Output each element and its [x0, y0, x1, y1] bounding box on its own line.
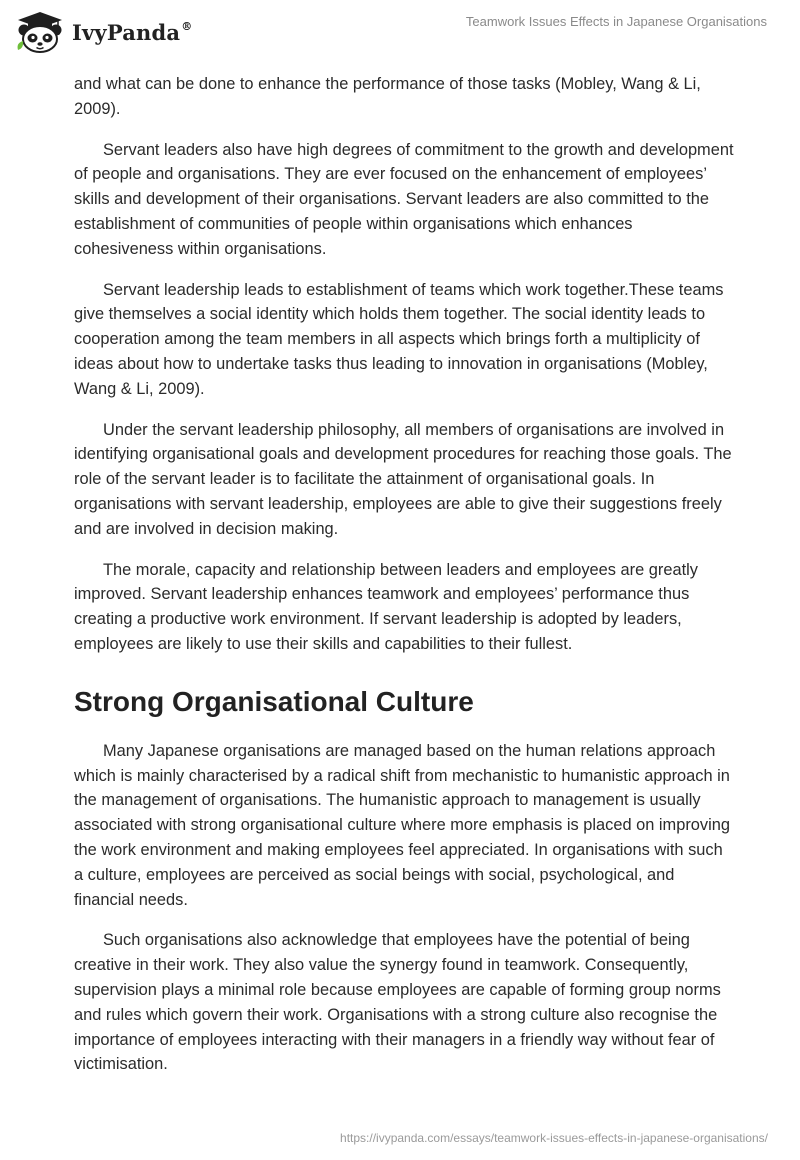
section-heading: Strong Organisational Culture [74, 685, 474, 717]
paragraph: Under the servant leadership philosophy, all members of organisations are involved in identifying organisational goals and development procedures for reaching those goals. The role of the servant leader is to facilitate the attainment of organisational goals. In organisations with servant leadership, employees are able to give their suggestions freely and are involved in decision making. [74, 420, 732, 538]
paragraph: Servant leadership leads to establishment of teams which work together.These teams give themselves a social identity which holds them together. The social identity leads to cooperation among the team members in all aspects which brings forth a multiplicity of ideas about how to undertake tasks thus leading to innovation in organisations (Mobley, Wang & Li, 2009). [74, 280, 724, 398]
paragraph: Such organisations also acknowledge that employees have the potential of being creative in their work. They also value the synergy found in teamwork. Consequently, supervision plays a minimal role because employees are capable of forming group norms and rules which govern their work. Organisations with a strong culture also recognise the importance of employees interacting with their managers in a friendly way without fear of victimisation. [74, 931, 721, 1074]
panda-mascot-icon [14, 10, 66, 54]
paragraph-continuation: and what can be done to enhance the performance of those tasks (Mobley, Wang & Li, 2009). [74, 75, 701, 118]
ivypanda-logo[interactable] [14, 10, 192, 54]
paragraph: The morale, capacity and relationship between leaders and employees are greatly improved. Servant leadership enhances teamwork and employees’ performance thus creating a productive work environment. If servant leadership is adopted by leaders, employees are likely to use their skills and capabilities to their fullest. [74, 560, 698, 653]
document-title: Teamwork Issues Effects in Japanese Organisations [465, 14, 767, 29]
source-url[interactable]: https://ivypanda.com/essays/teamwork-issues-effects-in-japanese-organisations/ [340, 1131, 768, 1145]
paragraph: Many Japanese organisations are managed based on the human relations approach which is mainly characterised by a radical shift from mechanistic to humanistic approach in the management of organisations. The humanistic approach to management is usually associated with strong organisational culture where more emphasis is placed on improving the work environment and making employees feel appreciated. In organisations with such a culture, employees are perceived as social beings with social, psychological, and financial needs. [74, 741, 730, 909]
paragraph: Servant leaders also have high degrees of commitment to the growth and development of people and organisations. They are ever focused on the enhancement of employees’ skills and development of their organisations. Servant leaders are also committed to the establishment of communities of people within organisations which enhances cohesiveness within organisations. [74, 140, 734, 258]
brand-name: IvyPanda® [72, 19, 193, 45]
page-header [0, 0, 800, 72]
essay-body [74, 72, 734, 1093]
registered-mark: ® [181, 19, 193, 33]
